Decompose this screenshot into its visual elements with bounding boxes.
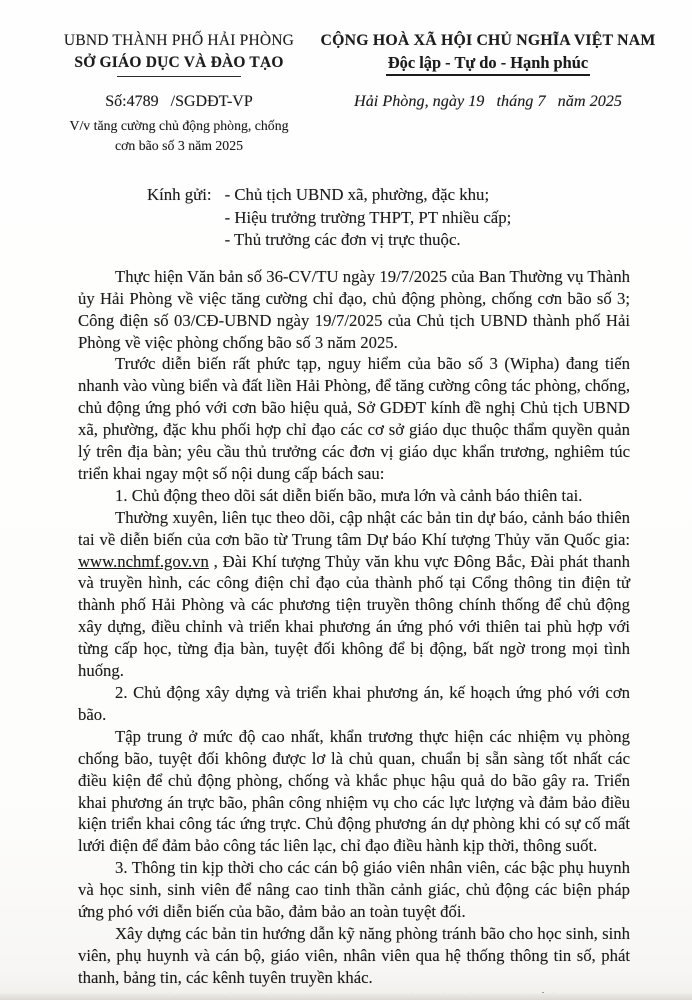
department-underline: [117, 76, 241, 77]
letter-body: [78, 266, 630, 1000]
scan-bottom-edge: [0, 993, 692, 1000]
subject-line-2: cơn bão số 3 năm 2025: [115, 138, 243, 153]
body-paragraph: [78, 507, 630, 682]
body-paragraph: Trước diễn biến rất phức tạp, nguy hiểm của bão số 3 (Wipha) đang tiến nhanh vào vùng biển và đất liền Hải Phòng, để tăng cường công tác phòng, chống, chủ động ứng phó với cơn bão hiệu quả, Sở GDĐT kính đề nghị Chủ tịch UBND xã, phường, đặc khu phối hợp chỉ đạo các cơ sở giáo dục thuộc thẩm quyền quản lý trên địa bàn; yêu cầu thủ trưởng các đơn vị giáo dục khẩn trương, nghiêm túc triển khai ngay một số nội dung cấp bách sau:: [78, 354, 630, 483]
motto: Độc lập - Tự do - Hạnh phúc: [386, 53, 590, 76]
body-paragraph: Tập trung ở mức độ cao nhất, khẩn trương thực hiện các nhiệm vụ phòng chống bão, tuyệt đối không được lơ là chủ quan, chuẩn bị sẵn sàng tốt nhất các điều kiện để chủ động phòng, chống và khắc phục hậu quả do bão gây ra. Triển khai phương án trực bão, phân công nhiệm vụ cho các lực lượng và đảm bảo điều kiện triển khai công tác ứng trực. Chủ động phương án dự phòng khi có sự cố mất lưới điện để đảm bảo công tác liên lạc, chỉ đạo điều hành kịp thời, thông suốt.: [78, 726, 630, 856]
recipient-item: - Hiệu trưởng trường THPT, PT nhiều cấp;: [224, 207, 512, 227]
recipients-block: [147, 184, 692, 252]
nchmf-url-link: www.nchmf.gov.vn: [78, 551, 209, 571]
recipients-label: Kính gửi:: [147, 185, 212, 204]
paragraph-text: Thường xuyên, liên tục theo dõi, cập nhật các bản tin dự báo, cảnh báo thiên tai về diễn biến của cơn bão từ Trung tâm Dự báo Khí tượng Thủy văn Quốc gia:: [78, 507, 630, 549]
national-header-block: [310, 30, 666, 156]
republic-title: CỘNG HOÀ XÃ HỘI CHỦ NGHĨA VIỆT NAM: [320, 32, 656, 49]
paragraph-text: , Đài Khí tượng Thủy văn khu vực Đông Bắc, Đài phát thanh và truyền hình, các công điện chỉ đạo của thành phố tại Cổng thông tin điện tử thành phố Hải Phòng và các phương tiện truyền thông chính thống để chủ động xây dựng, điều chỉnh và triển khai phương án ứng phó với thiên tai phù hợp với từng cấp học, từng địa bàn, tuyệt đối không để bị động, bất ngờ trong mọi tình huống.: [78, 551, 630, 681]
parent-org-name: UBND THÀNH PHỐ HẢI PHÒNG: [63, 32, 295, 49]
body-paragraph: Thực hiện Văn bản số 36-CV/TU ngày 19/7/2025 của Ban Thường vụ Thành ủy Hải Phòng về việc tăng cường chỉ đạo, chủ động phòng, chống cơn bão số 3; Công điện số 03/CĐ-UBND ngày 19/7/2025 của Chủ tịch UBND thành phố Hải Phòng về việc phòng chống bão số 3 năm 2025.: [78, 266, 630, 352]
recipient-item: - Chủ tịch UBND xã, phường, đặc khu;: [224, 185, 490, 204]
motto-row: [310, 51, 666, 76]
body-paragraph-item-2: 2. Chủ động xây dựng và triển khai phương án, kế hoạch ứng phó với cơn bão.: [78, 683, 630, 724]
department-name: SỞ GIÁO DỤC VÀ ĐÀO TẠO: [74, 54, 284, 71]
recipient-item: - Thủ trưởng các đơn vị trực thuộc.: [224, 230, 461, 250]
letter-header: [0, 0, 692, 156]
body-paragraph: Xây dựng các bản tin hướng dẫn kỹ năng phòng tránh bão cho học sinh, sinh viên, phụ huynh và cán bộ, giáo viên, nhân viên qua hệ thống thông tin số, phát thanh, bảng tin, các kênh tuyên truyền khác.: [78, 923, 630, 987]
body-paragraph-item-1: 1. Chủ động theo dõi sát diễn biến bão, mưa lớn và cảnh báo thiên tai.: [115, 485, 583, 505]
document-subject: [48, 116, 310, 156]
place-date-line: Hải Phòng, ngày 19 tháng 7 năm 2025: [354, 92, 622, 110]
document-number: Số:4789 /SGDĐT-VP: [105, 93, 253, 110]
recipients-list: [225, 184, 512, 252]
issuer-block: [48, 30, 310, 156]
subject-line-1: V/v tăng cường chủ động phòng, chống: [69, 118, 289, 133]
body-paragraph-item-3: 3. Thông tin kịp thời cho các cán bộ giáo viên nhân viên, các bậc phụ huynh và học sinh, sinh viên để nâng cao tinh thần cảnh giác, chủ động các biện pháp ứng phó với diễn biến của bão, đảm bảo an toàn tuyệt đối.: [78, 858, 630, 922]
